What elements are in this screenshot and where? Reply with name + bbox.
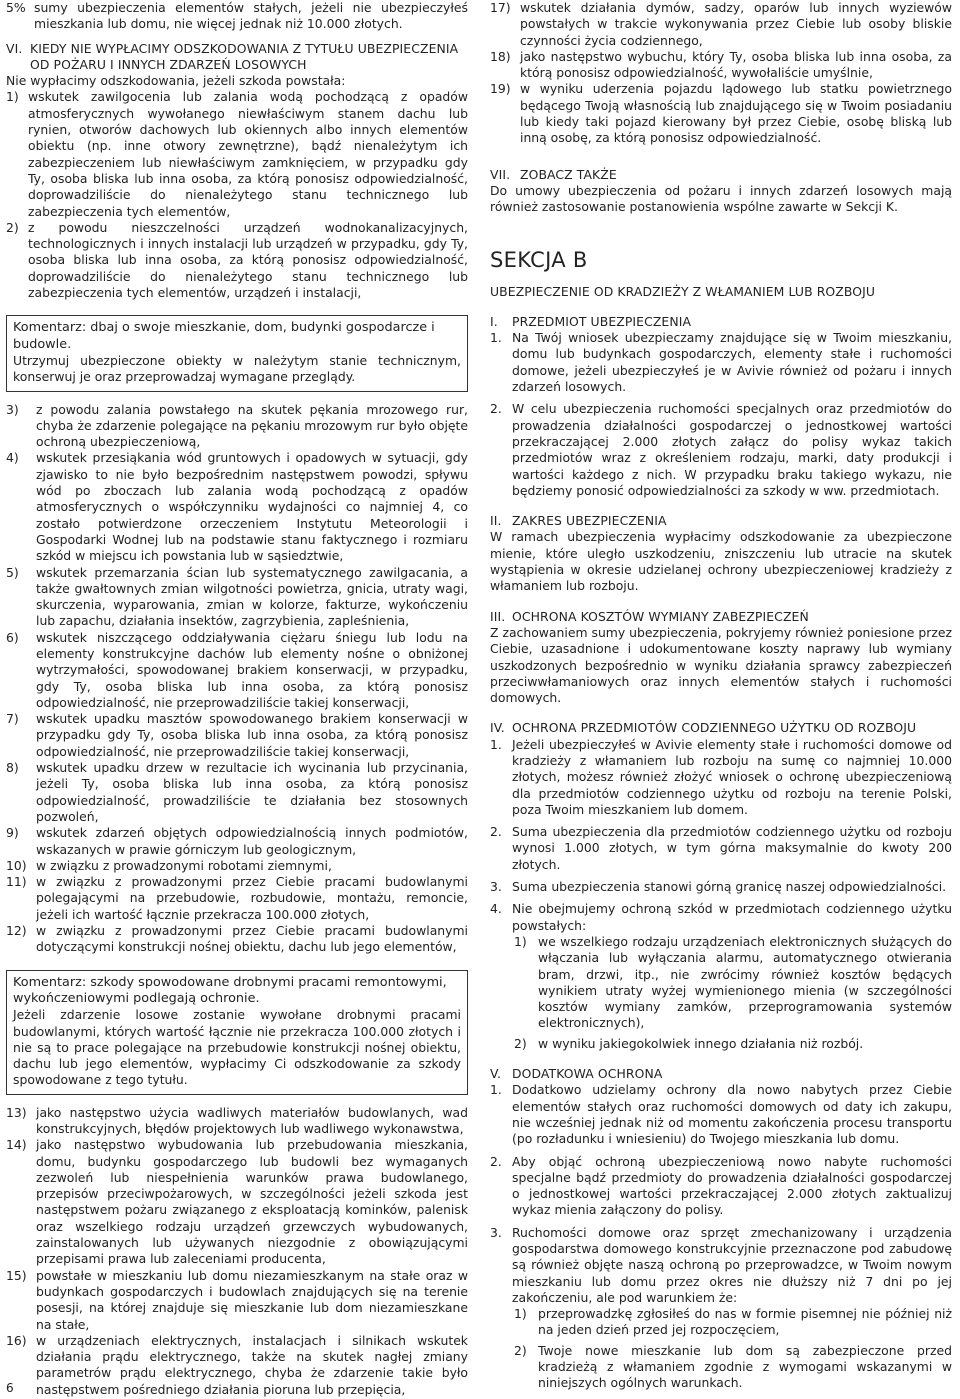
item-number: 11): [6, 874, 27, 890]
section-title: OCHRONA KOSZTÓW WYMIANY ZABEZPIECZEŃ: [512, 608, 809, 624]
item-text: Nie obejmujemy ochroną szkód w przedmiotach codziennego użytku powstałych:: [512, 901, 952, 933]
comment-box: [6, 315, 468, 391]
item-text: Ruchomości domowe oraz sprzęt zmechanizowany i urządzenia gospodarstwa domowego konstrukcyjnie przeznaczone pod zabudowę są również objęte naszą ochroną po przeprowadzce, w Twoim nowym mieszkaniu lub domu przez okres nie dłuższy niż 7 dni po jej zakończeniu, ale pod warunkiem że:: [512, 1224, 952, 1305]
item-text: Jeżeli ubezpieczyłeś w Avivie elementy stałe i ruchomości domowe od kradzieży z włamaniem lub rozboju na sumę co najmniej 10.000 złotych, możesz również złożyć wniosek o ochronę ubezpieczeniową dla przedmiotów codziennego użytku od rozboju na terenie Polski, poza Twoim mieszkaniem lub domem.: [512, 736, 952, 817]
section-number: V.: [490, 1066, 502, 1082]
list-item: [490, 49, 952, 82]
item-text: Aby objąć ochroną ubezpieczeniową nowo nabyte ruchomości specjalne bądź przedmioty do prowadzenia działalności gospodarczej o jednostkowej wartości przekraczającej 2.000 złotych zaktualizuj wykaz mienia załączony do polisy.: [512, 1153, 952, 1218]
section-title: ZOBACZ TAKŻE: [520, 166, 617, 182]
section-heading: [490, 720, 952, 736]
list-item: [6, 565, 468, 630]
item-text: wskutek upadku masztów spowodowanego brakiem konserwacji w przypadku gdy Ty, osoba bliska lub inna osoba, za którą ponosisz odpowiedzialność, nie przeprowadziliście takiej konserwacji,: [36, 711, 468, 759]
list-item: [6, 89, 468, 219]
item-number: 1.: [490, 330, 502, 346]
section-heading: [490, 1066, 952, 1082]
item-number: 1.: [490, 1082, 502, 1098]
section-number: III.: [490, 608, 506, 624]
item-text: wskutek upadku drzew w rezultacie ich wycinania lub przycinania, jeżeli Ty, osoba bliska lub inna osoba, za którą ponosisz odpowiedzialność, prowadziliście te działania bez stosownych pozwoleń,: [36, 760, 468, 824]
item-number: 3.: [490, 879, 502, 895]
item-text: wskutek zdarzeń objętych odpowiedzialnością innych podmiotów, wskazanych w prawie górniczym lub geologicznym,: [36, 825, 468, 857]
list-item: [490, 81, 952, 146]
list-item: [6, 630, 468, 711]
item-text: z powodu zalania powstałego na skutek pękania mrozowego rur, chyba że zdarzenie polegające na pękaniu mrozowym rur było objęte ochroną ubezpieczeniową,: [36, 401, 468, 450]
item-text: Twoje nowe mieszkanie lub dom są zabezpieczone przed kradzieżą z włamaniem zgodnie z wymogami wskazanymi w niniejszych ogólnych warunkach.: [538, 1342, 952, 1391]
item-text: w związku z prowadzonymi przez Ciebie pracami budowlanymi polegającymi na przebudowie, rozbudowie, montażu, remoncie, jeżeli ich wartość łącznie przekracza 100.000 złotych,: [36, 874, 468, 922]
item-number: 19): [490, 81, 511, 97]
list-item: [514, 934, 952, 1032]
item-number: 3): [6, 401, 19, 417]
item-number: 1): [514, 1306, 527, 1322]
section-intro: Nie wypłacimy odszkodowania, jeżeli szkoda powstała:: [6, 73, 346, 89]
item-number: 5%: [6, 0, 26, 15]
section-title: ZAKRES UBEZPIECZENIA: [512, 513, 667, 529]
list-item: [514, 1343, 952, 1392]
item-text: w urządzeniach elektrycznych, instalacjach i silnikach wskutek działania prądu elektrycznego, także na skutek nagłej zmiany parametrów prądu elektrycznego, chyba że zdarzenie takie było następstwem pośredniego działania pioruna lub przepięcia,: [36, 1332, 468, 1397]
list-item: [6, 1268, 468, 1333]
item-number: 16): [6, 1332, 27, 1348]
item-text: sumy ubezpieczenia elementów stałych, jeżeli nie ubezpieczyłeś mieszkania lub domu, nie więcej jednak niż 10.000 złotych.: [34, 0, 468, 32]
section-title: OCHRONA PRZEDMIOTÓW CODZIENNEGO UŻYTKU OD ROZBOJU: [512, 720, 917, 736]
item-number: 17): [490, 0, 511, 15]
item-text: przeprowadzkę zgłosiłeś do nas w formie pisemnej nie później niż na jeden dzień przed jej rozpoczęciem,: [538, 1306, 952, 1338]
item-text: w związku z prowadzonymi robotami ziemnymi,: [36, 857, 332, 873]
item-number: 14): [6, 1137, 27, 1153]
list-item: [490, 1225, 952, 1306]
item-text: we wszelkiego rodzaju urządzeniach elektronicznych służących do włączania lub wyłączania alarmu, automatycznego otwierania bram, drzwi, itp., nie zwrócimy również kosztów będących wynikiem utraty wyżej wymienionego mienia (w szczególności kosztów wymiany zamków, przeprogramowania systemów elektronicznych),: [538, 933, 952, 1031]
list-item: [6, 402, 468, 451]
item-text: wskutek niszczącego oddziaływania ciężaru śniegu lub lodu na elementy konstrukcyjne dachów lub elementy nośne o obniżonej wytrzymałości, spowodowanej brakiem konserwacji, w przypadku, gdy Ty, osoba bliska lub inna osoba, za którą ponosisz odpowiedzialność, nie przeprowadziliście takiej konserwacji,: [36, 629, 468, 710]
right-column: [490, 0, 952, 1392]
item-number: 13): [6, 1104, 27, 1120]
item-text: wskutek przesiąkania wód gruntowych i opadowych w sytuacji, gdy zjawisko to nie było bezpośrednim następstwem powodzi, spływu wód po zboczach lub zalania wodą pochodzącą z opadów atmosferycznych o współczynniku wydajności co najmniej 4, co zostało potwierdzone orzeczeniem Instytutu Meteorologii i Gospodarki Wodnej lub na podstawie stanu faktycznego i rozmiaru szkód w miejscu ich powstania lub w sąsiedztwie,: [36, 450, 468, 564]
item-number: 7): [6, 711, 19, 727]
item-number: 12): [6, 923, 27, 939]
sekcja-title: SEKCJA B: [490, 247, 588, 272]
list-item: [6, 0, 468, 33]
list-item: [490, 737, 952, 818]
item-text: wskutek zawilgocenia lub zalania wodą pochodzącą z opadów atmosferycznych wywołanego niewłaściwym stanem dachu lub rynien, otworów dachowych lub okiennych albo innych elementów obiektu (np. inne otwory zewnętrzne), bądź nienależytym ich zabezpieczeniem lub niewłaściwym zamknięciem, w przypadku gdy Ty, osoba bliska lub inna osoba, za którą ponosisz odpowiedzialność, doprowadziliście do nienależytego stanu technicznego lub zabezpieczenia tych elementów,: [28, 89, 468, 219]
list-item: [6, 1333, 468, 1398]
item-number: 5): [6, 564, 19, 580]
section-title: DODATKOWA OCHRONA: [512, 1066, 663, 1082]
list-item: [6, 1105, 468, 1138]
list-item: [490, 0, 952, 49]
comment-text: Jeżeli zdarzenie losowe zostanie wywołane drobnymi pracami budowlanymi, których wartość łącznie nie przekracza 100.000 złotych i nie są to prace polegające na przebudowie konstrukcji nośnej obiektu, dachu lub jego elementów, wypłacimy Ci odszkodowanie za szkody spowodowane z tego tytułu.: [13, 1007, 461, 1088]
list-item: [6, 874, 468, 923]
item-number: 10): [6, 857, 27, 873]
item-number: 3.: [490, 1224, 502, 1240]
item-number: 2.: [490, 1153, 502, 1169]
item-number: 2.: [490, 401, 502, 417]
item-text: wskutek przemarzania ścian lub systematycznego zawilgacania, a także gwałtownych zmian wilgotności powietrza, gnicia, utraty wagi, skurczenia, wyparowania, zmian w kolorze, fakturze, wykończeniu lub zapachu, działania insektów, zagrzybienia, zapleśnienia,: [36, 564, 468, 629]
section-heading: [490, 314, 952, 330]
list-item: [6, 760, 468, 825]
item-text: jako następstwo wybudowania lub przebudowania mieszkania, domu, budynku gospodarczego lub budowli bez wymaganych zezwoleń lub niespełnienia warunków prawa budowlanego, przepisów przeciwpożarowych, w szczególności jeżeli szkoda jest następstwem pożaru związanego z eksploatacją kominków, palenisk oraz wszelkiego rodzaju urządzeń grzewczych wybudowanych, zainstalowanych lub używanych niezgodnie z obowiązującymi przepisami prawa lub zaleceniami producenta,: [36, 1137, 468, 1267]
list-item: [6, 858, 468, 874]
list-item: [490, 824, 952, 873]
comment-title: Komentarz: dbaj o swoje mieszkanie, dom, budynki gospodarcze i budowle.: [13, 320, 435, 352]
section-heading: [490, 609, 952, 625]
item-number: 2): [6, 219, 19, 235]
list-item: [490, 901, 952, 934]
list-item: [6, 711, 468, 760]
left-column: [6, 0, 468, 1398]
list-item: [6, 923, 468, 956]
list-item: [514, 1306, 952, 1339]
list-item: [490, 401, 952, 499]
list-item: [490, 1154, 952, 1219]
item-number: 1): [514, 933, 527, 949]
list-item: [6, 1137, 468, 1267]
item-text: w wyniku uderzenia pojazdu lądowego lub statku powietrznego będącego Twoją własnością lub znajdującego się w Twoim posiadaniu lub kiedy taki pojazd kierowany był przez Ciebie, osobę bliską lub inną osobę, za którą ponosisz odpowiedzialność.: [520, 81, 952, 146]
item-number: 1): [6, 89, 19, 105]
item-number: 2): [514, 1342, 527, 1358]
item-text: Suma ubezpieczenia stanowi górną granicę naszej odpowiedzialności.: [512, 879, 947, 895]
section-title: KIEDY NIE WYPŁACIMY ODSZKODOWANIA Z TYTUŁU UBEZPIECZENIA OD POŻARU I INNYCH ZDARZEŃ LOSOWYCH: [30, 40, 459, 72]
section-heading: [490, 513, 952, 529]
comment-box: [6, 970, 468, 1095]
item-number: 18): [490, 48, 511, 64]
section-number: VII.: [490, 166, 511, 182]
section-heading: [490, 167, 952, 183]
item-text: w wyniku jakiegokolwiek innego działania niż rozbój.: [538, 1035, 864, 1051]
item-text: w związku z prowadzonymi przez Ciebie pracami budowlanymi dotyczącymi konstrukcji nośnej obiektu, dachu lub jego elementów,: [36, 923, 468, 955]
item-text: z powodu nieszczelności urządzeń wodnokanalizacyjnych, technologicznych i innych instalacji lub urządzeń w przypadku, gdy Ty, osoba bliska lub inna osoba, za którą ponosisz odpowiedzialność, doprowadziliście do nienależytego stanu technicznego lub zabezpieczenia tych elementów, urządzeń i instalacji,: [28, 219, 468, 301]
list-item: [490, 1082, 952, 1147]
section-number: IV.: [490, 720, 505, 736]
section-heading: [6, 41, 468, 74]
item-text: Suma ubezpieczenia dla przedmiotów codziennego użytku od rozboju wynosi 1.000 złotych, w tym górna maksymalnie do kwoty 200 złotych.: [512, 824, 952, 872]
page-number: 6: [6, 1381, 14, 1395]
section-text: Do umowy ubezpieczenia od pożaru i innych zdarzeń losowych mają również zastosowanie postanowienia wspólne zawarte w Sekcji K.: [490, 182, 952, 215]
list-item: [490, 879, 952, 895]
item-number: 8): [6, 760, 19, 776]
item-number: 6): [6, 629, 19, 645]
list-item: [490, 330, 952, 395]
item-number: 15): [6, 1267, 27, 1283]
item-number: 2.: [490, 824, 502, 840]
sekcja-subtitle: UBEZPIECZENIE OD KRADZIEŻY Z WŁAMANIEM LUB ROZBOJU: [490, 283, 876, 299]
section-title: PRZEDMIOT UBEZPIECZENIA: [512, 313, 692, 329]
item-text: Na Twój wniosek ubezpieczamy znajdujące się w Twoim mieszkaniu, domu lub budynkach gospodarczych, elementy stałe i ruchomości domowe, jeżeli ubezpieczyłeś je w Avivie również od pożaru i innych zdarzeń losowych.: [512, 330, 952, 395]
item-number: 9): [6, 825, 19, 841]
section-number: VI.: [6, 40, 23, 56]
item-text: jako następstwo wybuchu, który Ty, osoba bliska lub inna osoba, za którą ponosisz odpowiedzialność, wywołaliście umyślnie,: [520, 48, 952, 81]
section-text: Z zachowaniem sumy ubezpieczenia, pokryjemy również poniesione przez Ciebie, uzasadnione i udokumentowane koszty naprawy lub wymiany uszkodzonych bezpośrednio w wyniku działania sprawcy zabezpieczeń przeciwwłamaniowych oraz innych elementów stałych i ruchomości domowych.: [490, 624, 952, 706]
section-number: II.: [490, 513, 502, 529]
list-item: [514, 1036, 952, 1052]
item-text: wskutek działania dymów, sadzy, oparów lub innych wyziewów powstałych w trakcie wykonywania przez Ciebie lub osoby bliskie czynności życia codziennego,: [520, 0, 952, 48]
list-item: [6, 220, 468, 301]
item-number: 4.: [490, 901, 502, 917]
item-number: 4): [6, 450, 19, 466]
section-text: W ramach ubezpieczenia wypłacimy odszkodowanie za ubezpieczone mienie, które uległo uszkodzeniu, zniszczeniu lub utracie na skutek wystąpienia w okresie udzielanej ochrony ubezpieczeniowej kradzieży z włamaniem lub rozboju.: [490, 529, 952, 594]
item-number: 2): [514, 1035, 527, 1051]
list-item: [6, 825, 468, 858]
comment-title: Komentarz: szkody spowodowane drobnymi pracami remontowymi, wykończeniowymi podlegają ochronie.: [13, 974, 447, 1006]
list-item: [6, 450, 468, 564]
item-text: jako następstwo użycia wadliwych materiałów budowlanych, wad konstrukcyjnych, błędów projektowych lub wadliwego wykonawstwa,: [36, 1104, 468, 1136]
section-number: I.: [490, 313, 498, 329]
item-text: W celu ubezpieczenia ruchomości specjalnych oraz przedmiotów do prowadzenia działalności gospodarczej o jednostkowej wartości przekraczającej 2.000 złotych załącz do polisy wykaz takich przedmiotów wraz z określeniem rodzaju, marki, daty produkcji i wartości każdego z nich. W przypadku braku takiego wykazu, nie będziemy ponosić odpowiedzialności za szkody w ww. przedmiotach.: [512, 401, 952, 498]
item-text: powstałe w mieszkaniu lub domu niezamieszkanym na stałe oraz w budynkach gospodarczych i budowlach znajdujących się na terenie posesji, na której znajduje się mieszkanie lub dom niezamieszkane na stałe,: [36, 1267, 468, 1332]
item-text: Dodatkowo udzielamy ochrony dla nowo nabytych przez Ciebie elementów stałych oraz ruchomości domowych od daty ich zakupu, nie wcześniej jednak niż od momentu zakończenia procesu transportu (po rozładunku i wniesieniu) do Twojego mieszkania lub domu.: [512, 1082, 952, 1147]
item-number: 1.: [490, 736, 502, 752]
comment-text: Utrzymuj ubezpieczone obiekty w należytym stanie technicznym, konserwuj je oraz przeprowadzaj wymagane przeglądy.: [13, 352, 461, 385]
